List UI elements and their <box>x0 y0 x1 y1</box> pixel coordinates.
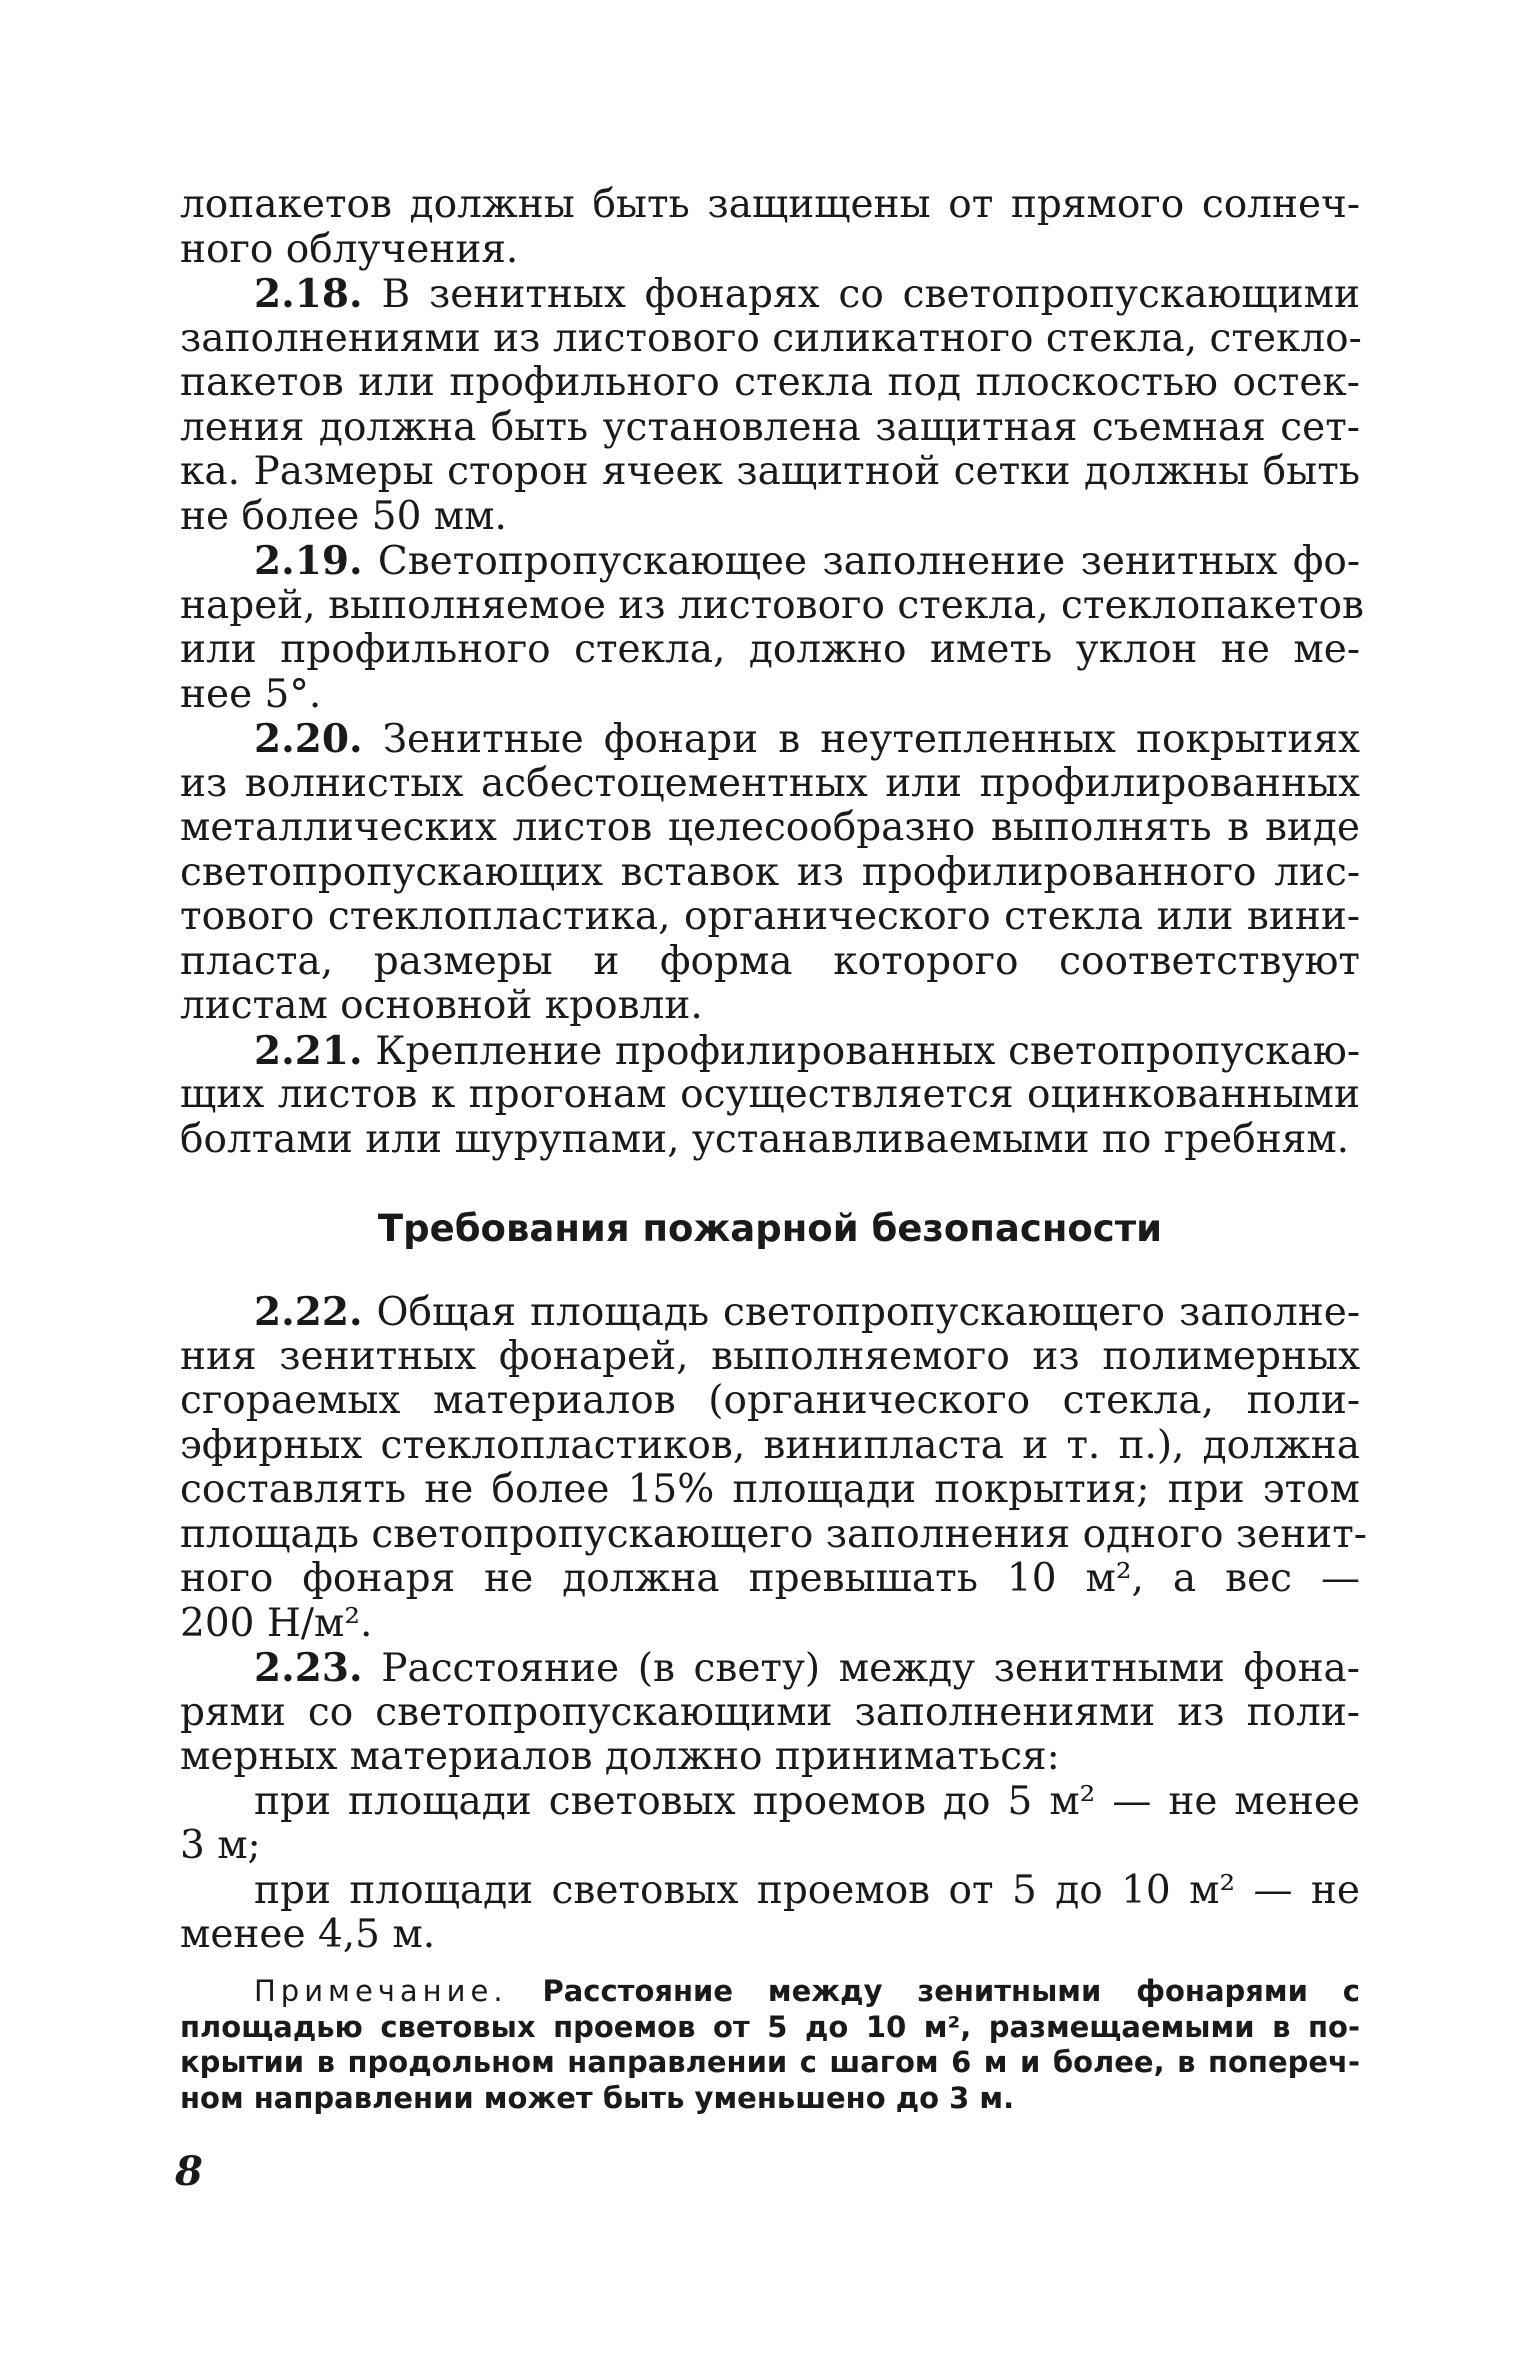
text-line: лопакетов должны быть защищены от прямого солнеч- <box>180 182 1360 227</box>
text-line: ного фонаря не должна превышать 10 м², а вес — <box>180 1556 1360 1601</box>
text-line: рями со светопропускающими заполнениями из поли- <box>180 1689 1360 1735</box>
clause-number: 2.19. <box>254 538 363 584</box>
paragraph-2-18-start <box>180 272 1360 317</box>
paragraph-2-21-start <box>180 1029 1360 1074</box>
note-label: Примечание. <box>254 1974 508 2008</box>
text-line: В зенитных фонарях со светопропускающими <box>362 272 1360 317</box>
text-line: площадь светопропускающего заполнения одного зенит- <box>180 1511 1367 1557</box>
clause-number: 2.22. <box>254 1289 363 1335</box>
text-line: эфирных стеклопластиков, винипласта и т. п.), должна <box>180 1422 1360 1468</box>
text-line: металлических листов целесообразно выполнять в виде <box>180 805 1360 850</box>
note-line: площадью световых проемов от 5 до 10 м², размещаемыми в по- <box>180 2009 1360 2044</box>
footnote-note <box>180 1974 1360 2116</box>
text-line: тового стеклопластика, органического стекла или вини- <box>180 894 1360 939</box>
paragraph-2-19-start <box>180 539 1360 584</box>
text-line: нарей, выполняемое из листового стекла, стеклопакетов <box>180 582 1364 628</box>
clause-number: 2.20. <box>254 716 363 762</box>
paragraph-2-23-start <box>180 1646 1360 1691</box>
text-line: щих листов к прогонам осуществляется оцинкованными <box>180 1072 1360 1117</box>
text-line: светопропускающих вставок из профилированного лис- <box>180 849 1360 895</box>
text-line: Расстояние (в свету) между зенитными фона- <box>362 1646 1360 1691</box>
paragraph-2-22-start <box>180 1290 1360 1335</box>
text-line: пакетов или профильного стекла под плоскостью остек- <box>180 360 1360 405</box>
paragraph-2-20-start <box>180 717 1360 762</box>
text-line: пласта, размеры и форма которого соответствуют <box>180 938 1360 984</box>
text-line: или профильного стекла, должно иметь уклон не ме- <box>180 627 1360 672</box>
text-line: составлять не более 15% площади покрытия; при этом <box>180 1467 1360 1512</box>
text-line: Общая площадь светопропускающего заполне- <box>362 1290 1360 1335</box>
text-line: менее 4,5 м. <box>180 1912 436 1957</box>
text-line: 200 Н/м². <box>180 1600 373 1646</box>
text-line: Зенитные фонари в неутепленных покрытиях <box>362 717 1360 762</box>
note-line: ном направлении может быть уменьшено до 3 м. <box>180 2080 1015 2115</box>
note-text: Расстояние между зенитными фонарями с <box>507 1974 1360 2008</box>
text-line: сгораемых материалов (органического стекла, поли- <box>180 1378 1360 1423</box>
text-line: нее 5°. <box>180 671 322 717</box>
clause-number: 2.18. <box>254 271 363 317</box>
text-line: 3 м; <box>180 1823 261 1868</box>
text-line: при площади световых проемов от 5 до 10 м² — не <box>254 1867 1360 1913</box>
text-line: мерных материалов должно приниматься: <box>180 1734 1060 1779</box>
text-block-upper <box>180 182 1364 1162</box>
text-block-lower <box>180 1289 1367 1958</box>
text-line: ления должна быть установлена защитная съемная сет- <box>180 404 1360 450</box>
text-line: ка. Размеры сторон ячеек защитной сетки должны быть <box>180 449 1360 494</box>
section-heading: Требования пожарной безопасности <box>377 1207 1163 1250</box>
page-number: 8 <box>175 2148 203 2195</box>
clause-number: 2.21. <box>254 1027 363 1074</box>
text-line: при площади световых проемов до 5 м² — не менее <box>254 1778 1360 1824</box>
note-line: крытии в продольном направлении с шагом 6 м и более, в попереч- <box>180 2045 1360 2079</box>
text-line: ния зенитных фонарей, выполняемого из полимерных <box>180 1333 1360 1379</box>
text-line: заполнениями из листового силикатного стекла, стекло- <box>180 315 1362 361</box>
text-line: ного облучения. <box>180 226 519 272</box>
note-line <box>180 1974 1360 2010</box>
text-line: Светопропускающее заполнение зенитных фо- <box>362 539 1360 584</box>
text-line: болтами или шурупами, устанавливаемыми по гребням. <box>180 1116 1350 1162</box>
text-line: из волнистых асбестоцементных или профилированных <box>180 760 1360 806</box>
text-line: Крепление профилированных светопропускаю- <box>362 1028 1360 1074</box>
text-line: не более 50 мм. <box>180 493 507 539</box>
text-line: листам основной кровли. <box>180 983 703 1028</box>
clause-number: 2.23. <box>254 1645 363 1691</box>
